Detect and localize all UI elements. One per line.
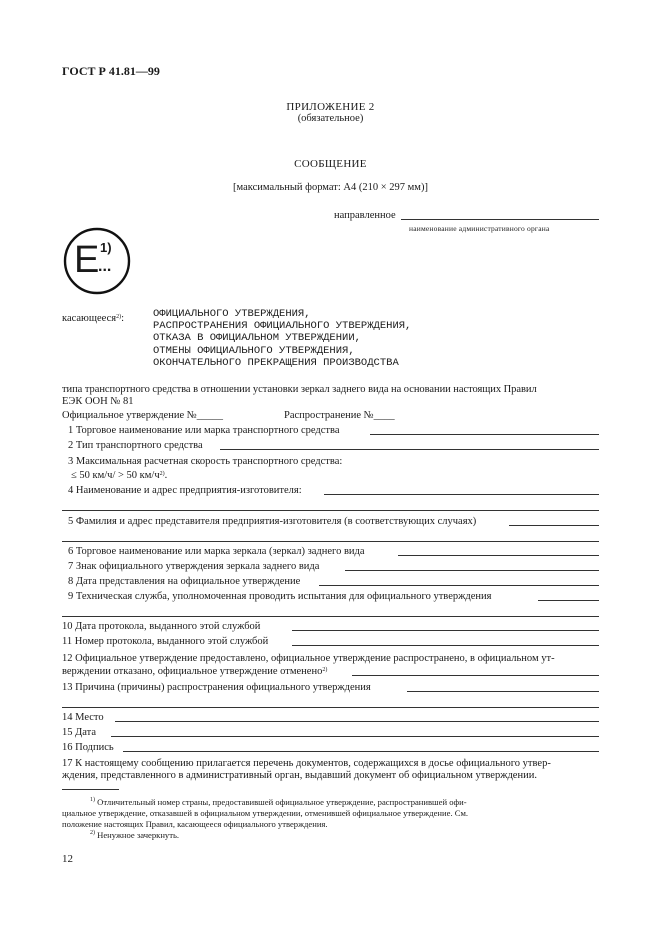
field-5-line-2[interactable] <box>62 541 599 542</box>
field-8-label: 8 Дата представления на официальное утверждение <box>68 576 301 587</box>
mark-letter: E <box>74 239 100 281</box>
concerning-item: РАСПРОСТРАНЕНИЯ ОФИЦИАЛЬНОГО УТВЕРЖДЕНИЯ, <box>153 320 412 333</box>
field-10-line[interactable] <box>292 630 599 631</box>
field-2-label: 2 Тип транспортного средства <box>68 440 203 451</box>
field-3-options-text: ≤ 50 км/ч/ > 50 км/ч <box>71 470 160 481</box>
footnote-1-line-2: циальное утверждение, отказавшей в официальном утверждении, отменившей официальное утверждение. См. <box>62 808 469 818</box>
concerning-label <box>62 313 124 325</box>
concerning-item: ОФИЦИАЛЬНОГО УТВЕРЖДЕНИЯ, <box>153 308 311 320</box>
footnote-1-line-3: положение настоящих Правил, касающееся официального утверждения. <box>62 819 328 829</box>
field-3-options-end: . <box>164 470 168 481</box>
field-12-label-2-text: верждении отказано, официальное утверждение отменено <box>62 666 323 677</box>
field-9-line-2[interactable] <box>62 616 599 617</box>
sent-to-line <box>401 219 599 220</box>
field-6-line[interactable] <box>398 555 599 556</box>
field-8-line[interactable] <box>319 585 599 586</box>
field-16-label: 16 Подпись <box>62 742 114 753</box>
field-13-label: 13 Причина (причины) распространения официального утверждения <box>62 682 371 693</box>
field-5-label: 5 Фамилия и адрес представителя предприятия-изготовителя (в соответствующих случаях) <box>68 516 477 527</box>
appendix-title: ПРИЛОЖЕНИЕ 2 <box>286 101 375 113</box>
field-10-label: 10 Дата протокола, выданного этой службой <box>62 621 261 632</box>
intro-line-1: типа транспортного средства в отношении установки зеркал заднего вида на основании настоящих Правил <box>62 384 537 395</box>
field-3-options <box>71 470 167 482</box>
footnote-1-mark: 1) <box>90 797 95 803</box>
field-13-line-2[interactable] <box>62 707 599 708</box>
footnote-2 <box>62 830 179 841</box>
field-16-line[interactable] <box>123 751 599 752</box>
extension-number: Распространение №____ <box>284 410 395 421</box>
field-9-label: 9 Техническая служба, уполномоченная проводить испытания для официального утверждения <box>68 591 492 602</box>
field-2-line[interactable] <box>220 449 599 450</box>
field-12-label-2 <box>62 666 327 678</box>
field-15-line[interactable] <box>111 736 599 737</box>
mark-dots: ... <box>98 258 112 275</box>
field-3-options-note: 2) <box>159 471 165 477</box>
communication-title: СООБЩЕНИЕ <box>294 158 367 170</box>
concerning-item: ОТМЕНЫ ОФИЦИАЛЬНОГО УТВЕРЖДЕНИЯ, <box>153 344 355 357</box>
footnote-2-mark: 2) <box>90 830 95 836</box>
field-4-line[interactable] <box>324 494 599 495</box>
page-number: 12 <box>62 853 73 865</box>
field-14-line[interactable] <box>115 721 599 722</box>
concerning-label-note: 2) <box>116 314 122 320</box>
concerning-label-text: касающееся <box>62 313 117 324</box>
field-9-line[interactable] <box>538 600 599 601</box>
field-1-label: 1 Торговое наименование или марка транспортного средства <box>68 425 340 436</box>
field-7-label: 7 Знак официального утверждения зеркала заднего вида <box>68 561 320 572</box>
field-13-line[interactable] <box>407 691 599 692</box>
approval-mark <box>62 226 132 296</box>
field-17-label-1: 17 К настоящему сообщению прилагается перечень документов, содержащихся в досье официального утвер- <box>62 758 551 769</box>
footnote-1-text-a: Отличительный номер страны, предоставившей официальное утверждение, распространившей офи- <box>97 797 467 807</box>
intro-line-2: ЕЭК ООН № 81 <box>62 396 134 407</box>
footnote-2-text: Ненужное зачеркнуть. <box>97 830 180 840</box>
field-12-line[interactable] <box>352 675 599 676</box>
approval-number: Официальное утверждение №_____ <box>62 410 224 421</box>
field-11-line[interactable] <box>292 645 599 646</box>
field-4-line-2[interactable] <box>62 510 599 511</box>
concerning-list <box>153 308 411 369</box>
field-12-label-1: 12 Официальное утверждение предоставлено, официальное утверждение распространено, в официальном ут- <box>62 653 555 664</box>
field-17-label-2: ждения, представленного в административный орган, выдавший документ об официальном утверждении. <box>62 770 537 781</box>
footnote-1-line-1 <box>62 797 467 808</box>
field-12-note: 2) <box>322 667 328 673</box>
field-5-line[interactable] <box>509 525 599 526</box>
format-note: [максимальный формат: А4 (210 × 297 мм)] <box>233 182 428 193</box>
concerning-item: ОКОНЧАТЕЛЬНОГО ПРЕКРАЩЕНИЯ ПРОИЗВОДСТВА <box>153 356 399 369</box>
field-11-label: 11 Номер протокола, выданного этой службой <box>62 636 269 647</box>
field-4-label: 4 Наименование и адрес предприятия-изготовителя: <box>68 485 302 496</box>
field-6-label: 6 Торговое наименование или марка зеркала (зеркал) заднего вида <box>68 546 365 557</box>
sent-to-caption: наименование административного органа <box>409 224 550 233</box>
concerning-item: ОТКАЗА В ОФИЦИАЛЬНОМ УТВЕРЖДЕНИИ, <box>153 332 361 345</box>
sent-to-label: направленное <box>334 210 396 221</box>
standard-header: ГОСТ Р 41.81—99 <box>62 64 160 78</box>
field-3-label: 3 Максимальная расчетная скорость транспортного средства: <box>68 456 343 467</box>
field-14-label: 14 Место <box>62 712 104 723</box>
mark-note: 1) <box>100 240 112 255</box>
footnote-separator <box>62 789 119 790</box>
field-7-line[interactable] <box>345 570 599 571</box>
field-1-line[interactable] <box>370 434 599 435</box>
concerning-label-suffix: : <box>121 313 124 324</box>
field-15-label: 15 Дата <box>62 727 97 738</box>
appendix-status: (обязательное) <box>297 113 364 124</box>
